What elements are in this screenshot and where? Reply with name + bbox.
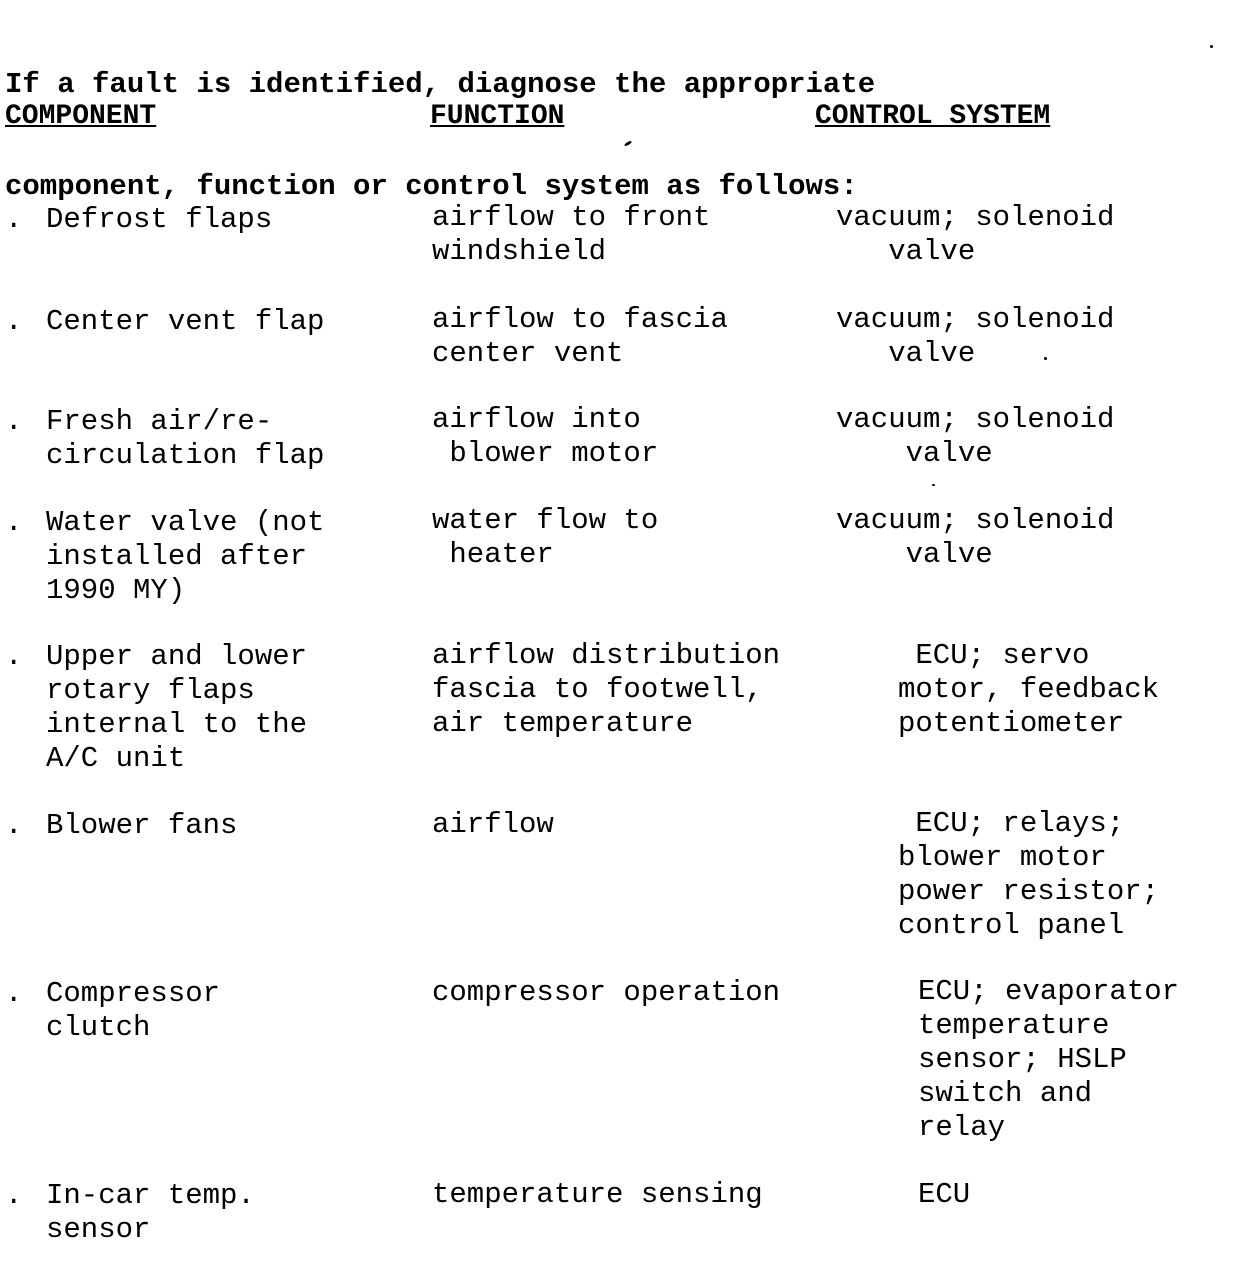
row-2-component: Center vent flap (46, 305, 325, 338)
row-bullet: . (5, 305, 23, 338)
row-8-component: In-car temp. sensor (46, 1179, 255, 1246)
row-1-component: Defrost flaps (46, 203, 273, 236)
intro-line-1: If a fault is identified, diagnose the appropriate (5, 68, 876, 101)
row-1-function: airflow to front windshield (432, 201, 711, 268)
row-7-component: Compressor clutch (46, 977, 221, 1044)
row-7-control: ECU; evaporator temperature sensor; HSLP switch and relay (918, 975, 1180, 1144)
row-bullet: . (5, 809, 23, 842)
header-function: FUNCTION (430, 101, 565, 132)
row-7-function: compressor operation (432, 976, 781, 1009)
row-1-control: vacuum; solenoid valve (836, 201, 1115, 268)
row-bullet: . (5, 977, 23, 1010)
row-3-component: Fresh air/re- circulation flap (46, 405, 325, 472)
scan-speck (1044, 357, 1047, 360)
row-4-function: water flow to heater (432, 504, 659, 571)
scan-speck (1210, 45, 1213, 48)
row-2-control: vacuum; solenoid valve (836, 303, 1115, 370)
row-bullet: . (5, 640, 23, 673)
row-5-component: Upper and lower rotary flaps internal to the A/C unit (46, 640, 308, 775)
row-bullet: . (5, 506, 23, 539)
row-8-function: temperature sensing (432, 1178, 763, 1211)
row-bullet: . (5, 405, 23, 438)
intro-line-2: component, function or control system as follows: (5, 170, 858, 203)
row-3-control: vacuum; solenoid valve (836, 403, 1115, 470)
header-control-system: CONTROL SYSTEM (815, 101, 1051, 132)
row-6-function: airflow (432, 808, 554, 841)
row-8-control: ECU (918, 1178, 971, 1211)
row-6-control: ECU; relays; blower motor power resistor; control panel (898, 807, 1160, 942)
row-4-component: Water valve (not installed after 1990 MY) (46, 506, 325, 607)
row-6-component: Blower fans (46, 809, 238, 842)
row-5-control: ECU; servo motor, feedback potentiometer (898, 639, 1160, 740)
row-bullet: . (5, 203, 23, 236)
row-bullet: . (5, 1179, 23, 1212)
header-component: COMPONENT (5, 101, 157, 132)
row-4-control: vacuum; solenoid valve (836, 504, 1115, 571)
scan-speck (932, 484, 935, 486)
row-3-function: airflow into blower motor (432, 403, 659, 470)
row-5-function: airflow distribution fascia to footwell, air temperature (432, 639, 781, 740)
row-2-function: airflow to fascia center vent (432, 303, 728, 370)
